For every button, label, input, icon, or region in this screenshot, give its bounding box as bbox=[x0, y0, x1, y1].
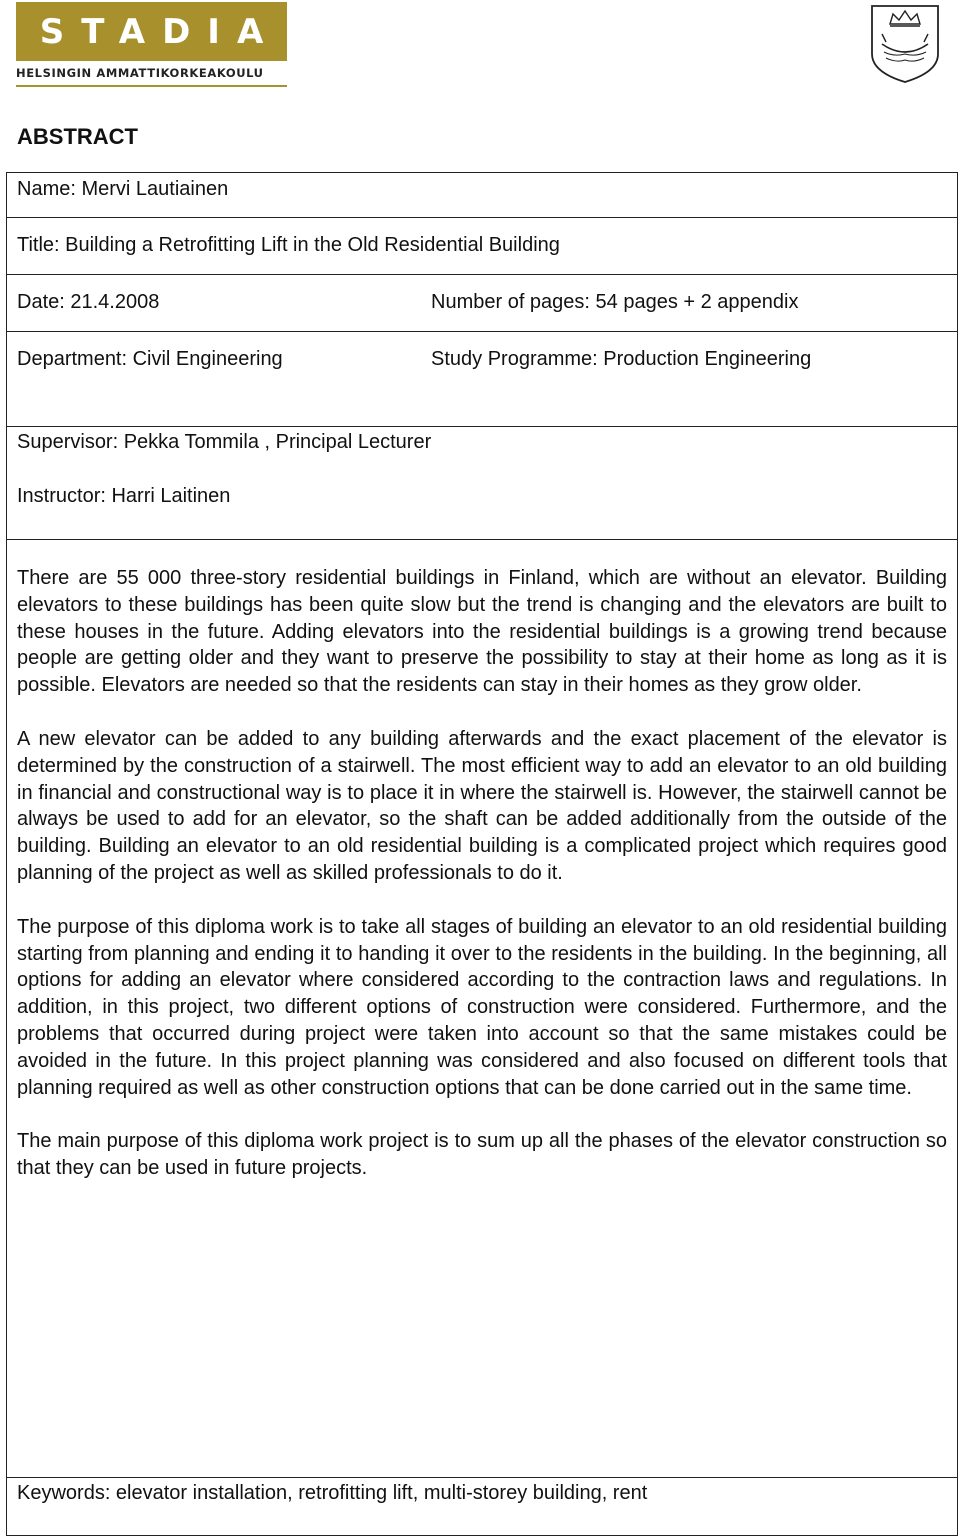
divider bbox=[7, 1477, 957, 1478]
keywords-field: Keywords: elevator installation, retrofitting lift, multi-storey building, rent bbox=[17, 1482, 648, 1504]
department-field: Department: Civil Engineering bbox=[17, 348, 283, 370]
stadia-logo bbox=[16, 2, 287, 87]
logo-subtitle: HELSINGIN AMMATTIKORKEAKOULU bbox=[16, 66, 264, 80]
divider bbox=[7, 274, 957, 275]
abstract-paragraph-3: The purpose of this diploma work is to take all stages of building an elevator to an old residential building starting from planning and ending it to handing it over to the residents in the building. In the beginning, all options for adding an elevator where considered according to the contraction laws and regulations. In addition, in this project, two different options of construction were considered. Furthermore, and the problems that occurred during project were taken into account so that the same mistakes could be avoided in the future. In this project planning was considered and also focused on different tools that planning required as well as other construction options that can be done carried out in the same time. bbox=[17, 915, 947, 1099]
name-field: Name: Mervi Lautiainen bbox=[17, 178, 229, 200]
divider bbox=[7, 331, 957, 332]
instructor-field: Instructor: Harri Laitinen bbox=[17, 485, 231, 507]
abstract-paragraph-4: The main purpose of this diploma work project is to sum up all the phases of the elevator construction so that they can be used in future projects. bbox=[17, 1130, 947, 1180]
logo-band bbox=[16, 2, 287, 61]
abstract-form bbox=[6, 172, 958, 1536]
abstract-paragraph-2: A new elevator can be added to any building afterwards and the exact placement of the elevator is determined by the construction of a stairwell. The most efficient way to add an elevator to an old building in financial and constructional way is to place it in where the stairwell is. However, the stairwell cannot be always be used to add for an elevator, so the shaft can be added additionally from the outside of the building. Building an elevator to an old residential building is a complicated project which requires good planning of the project as well as skilled professionals to do it. bbox=[17, 727, 947, 884]
logo-underline bbox=[16, 85, 287, 87]
programme-field: Study Programme: Production Engineering bbox=[431, 348, 812, 370]
pages-field: Number of pages: 54 pages + 2 appendix bbox=[431, 291, 799, 313]
divider bbox=[7, 217, 957, 218]
helsinki-crest-icon bbox=[868, 2, 942, 84]
divider bbox=[7, 426, 957, 427]
page-title: ABSTRACT bbox=[17, 124, 138, 149]
date-field: Date: 21.4.2008 bbox=[17, 291, 160, 313]
abstract-body bbox=[17, 565, 947, 1209]
logo-wordmark: STADIA bbox=[39, 11, 281, 52]
abstract-paragraph-1: There are 55 000 three-story residential buildings in Finland, which are without an elevator. Building elevators to these buildings has been quite slow but the trend is changing and the elevators are built to these houses in the future. Adding elevators into the residential buildings is a growing trend because people are getting older and they want to preserve the possibility to stay at their home as long as it is possible. Elevators are needed so that the residents can stay in their homes as they grow older. bbox=[17, 567, 947, 697]
supervisor-field: Supervisor: Pekka Tommila , Principal Lecturer bbox=[17, 431, 432, 453]
divider bbox=[7, 539, 957, 540]
title-field: Title: Building a Retrofitting Lift in the Old Residential Building bbox=[17, 234, 560, 256]
